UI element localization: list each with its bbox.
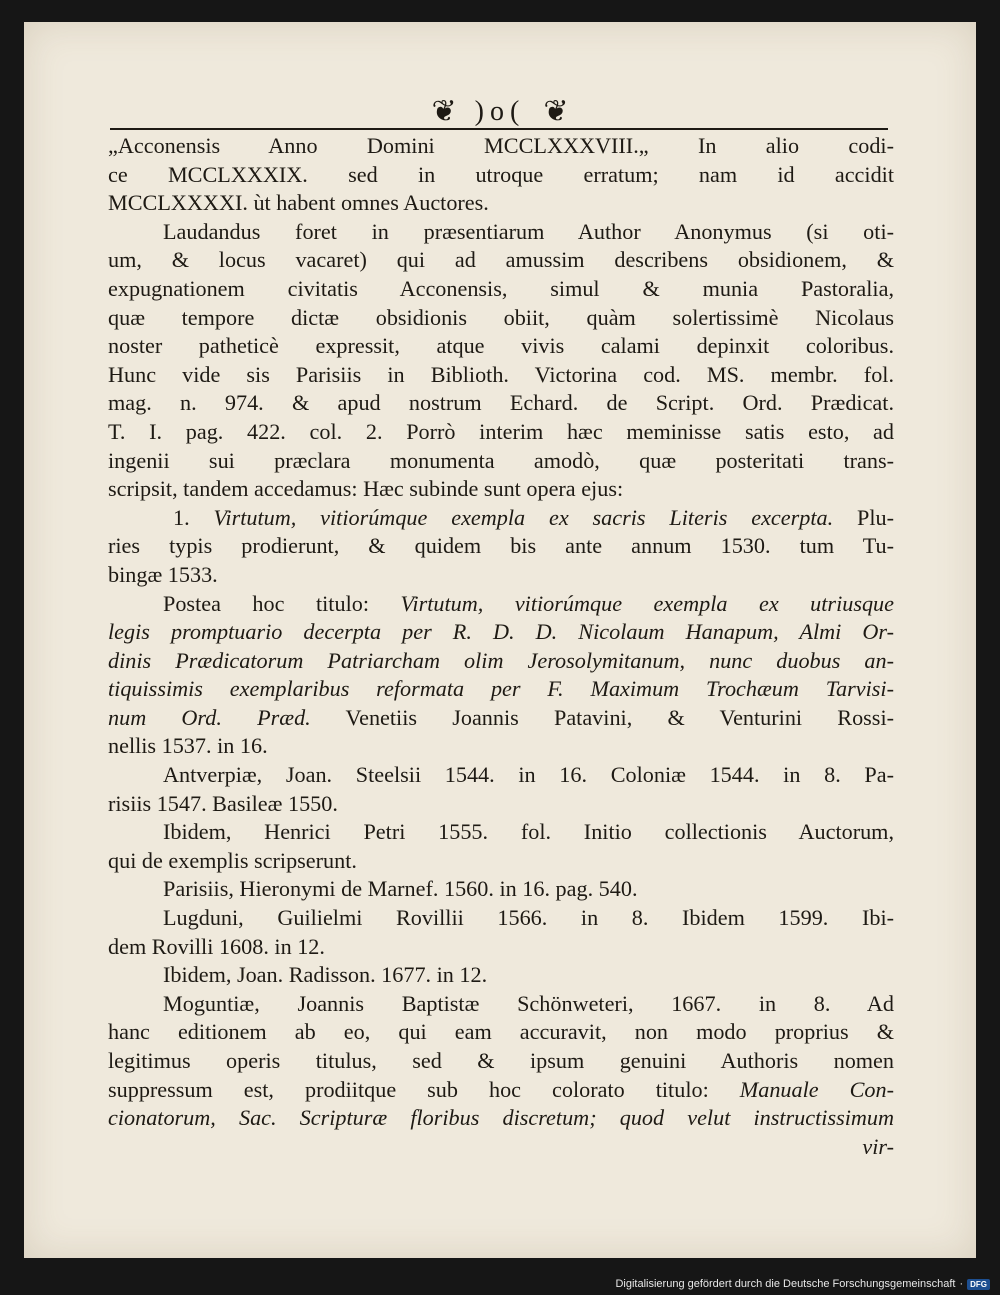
text-run: suppressum est, prodiitque sub hoc colorato titulo:: [108, 1076, 709, 1102]
italic-title: Virtutum, vitiorúmque exempla ex utriusque: [400, 590, 894, 616]
text-line: bingæ 1533.: [108, 561, 218, 587]
footer-separator: ·: [959, 1278, 964, 1290]
italic-line: [108, 1104, 894, 1133]
text-line: Antverpiæ, Joan. Steelsii 1544. in 16. Coloniæ 1544. in 8. Pa-: [163, 762, 894, 788]
text-line: mag. n. 974. & apud nostrum Echard. de Script. Ord. Prædicat.: [108, 390, 894, 416]
text-line: risiis 1547. Basileæ 1550.: [108, 790, 338, 816]
text-line: T. I. pag. 422. col. 2. Porrò interim hæc meminisse satis esto, ad: [108, 418, 894, 444]
text-line: „Acconensis Anno Domini MCCLXXXVIII.„ In alio codi-: [108, 133, 894, 158]
body-text: [108, 132, 894, 1161]
text-line: dem Rovilli 1608. in 12.: [108, 933, 325, 959]
italic-line: dinis Prædicatorum Patriarcham olim Jerosolymitanum, nunc duobus an-: [108, 647, 894, 673]
page-folio: )o(: [474, 96, 526, 127]
italic-run: cionatorum, Sac. Scripturæ floribus discretum;: [108, 1105, 597, 1131]
text-line: um, & locus vacaret) qui ad amussim describens obsidionem, &: [108, 247, 894, 273]
text-run: Venetiis Joannis Patavini, & Venturini Rossi-: [345, 704, 894, 730]
ornament-right-icon: ❦: [543, 95, 569, 128]
italic-title: Manuale Con-: [739, 1076, 895, 1102]
text-line: Ibidem, Joan. Radisson. 1677. in 12.: [163, 962, 488, 988]
text-line: qui de exemplis scripserunt.: [108, 847, 357, 873]
text-line: Moguntiæ, Joannis Baptistæ Schönweteri, 1667. in 8. Ad: [163, 990, 894, 1016]
book-page: [24, 22, 976, 1258]
text-line: MCCLXXXXI. ùt habent omnes Auctores.: [108, 190, 489, 216]
text-line-postea: [108, 590, 894, 619]
italic-line: legis promptuario decerpta per R. D. D. Nicolaum Hanapum, Almi Or-: [108, 619, 894, 645]
digitization-footer: [615, 1278, 990, 1290]
ornament-left-icon: ❦: [431, 95, 457, 128]
text-line: ce MCCLXXXIX. sed in utroque erratum; nam id accidit: [108, 161, 894, 187]
italic-title: Virtutum, vitiorúmque exempla ex sacris Literis excerpta.: [213, 504, 834, 530]
text-line: noster patheticè expressit, atque vivis calami depinxit coloribus.: [108, 333, 894, 359]
text-line: Lugduni, Guilielmi Rovillii 1566. in 8. Ibidem 1599. Ibi-: [163, 905, 894, 931]
text-line: Parisiis, Hieronymi de Marnef. 1560. in 16. pag. 540.: [163, 876, 638, 902]
footer-text: Digitalisierung gefördert durch die Deutsche Forschungsgemeinschaft: [615, 1278, 956, 1290]
italic-title: num Ord. Præd.: [108, 704, 311, 730]
text-line-mixed: [108, 1076, 894, 1105]
text-line: expugnationem civitatis Acconensis, simul & munia Pastoralia,: [108, 275, 894, 301]
text-line: Hunc vide sis Parisiis in Biblioth. Victorina cod. MS. membr. fol.: [108, 361, 894, 387]
text-line: quæ tempore dictæ obsidionis obiit, quàm solertissimè Nicolaus: [108, 304, 894, 330]
text-line-mixed: [108, 704, 894, 733]
header-rule: [110, 128, 888, 130]
text-line: legitimus operis titulus, sed & ipsum genuini Authoris nomen: [108, 1048, 894, 1073]
text-line: ingenii sui præclara monumenta amodò, quæ posteritati trans-: [108, 447, 894, 473]
text-line: Laudandus foret in præsentiarum Author Anonymus (si oti-: [163, 218, 894, 244]
text-run: Plu-: [857, 504, 895, 530]
italic-line: tiquissimis exemplaribus reformata per F. Maximum Trochæum Tarvisi-: [108, 676, 894, 702]
italic-run: quod velut instructissimum: [619, 1105, 895, 1131]
text-run: Postea hoc titulo:: [163, 590, 369, 616]
text-line: ries typis prodierunt, & quidem bis ante annum 1530. tum Tu-: [108, 533, 894, 559]
text-line: nellis 1537. in 16.: [108, 733, 268, 759]
page-header: [24, 92, 976, 132]
text-line: scripsit, tandem accedamus: Hæc subinde sunt opera ejus:: [108, 476, 624, 502]
item-number: 1.: [173, 504, 190, 530]
catchword: vir-: [862, 1133, 894, 1159]
dfg-logo-icon: DFG: [967, 1279, 990, 1290]
text-line-item-1: [108, 504, 894, 533]
text-line: hanc editionem ab eo, qui eam accuravit, non modo proprius &: [108, 1019, 894, 1045]
text-line: Ibidem, Henrici Petri 1555. fol. Initio collectionis Auctorum,: [163, 819, 894, 845]
